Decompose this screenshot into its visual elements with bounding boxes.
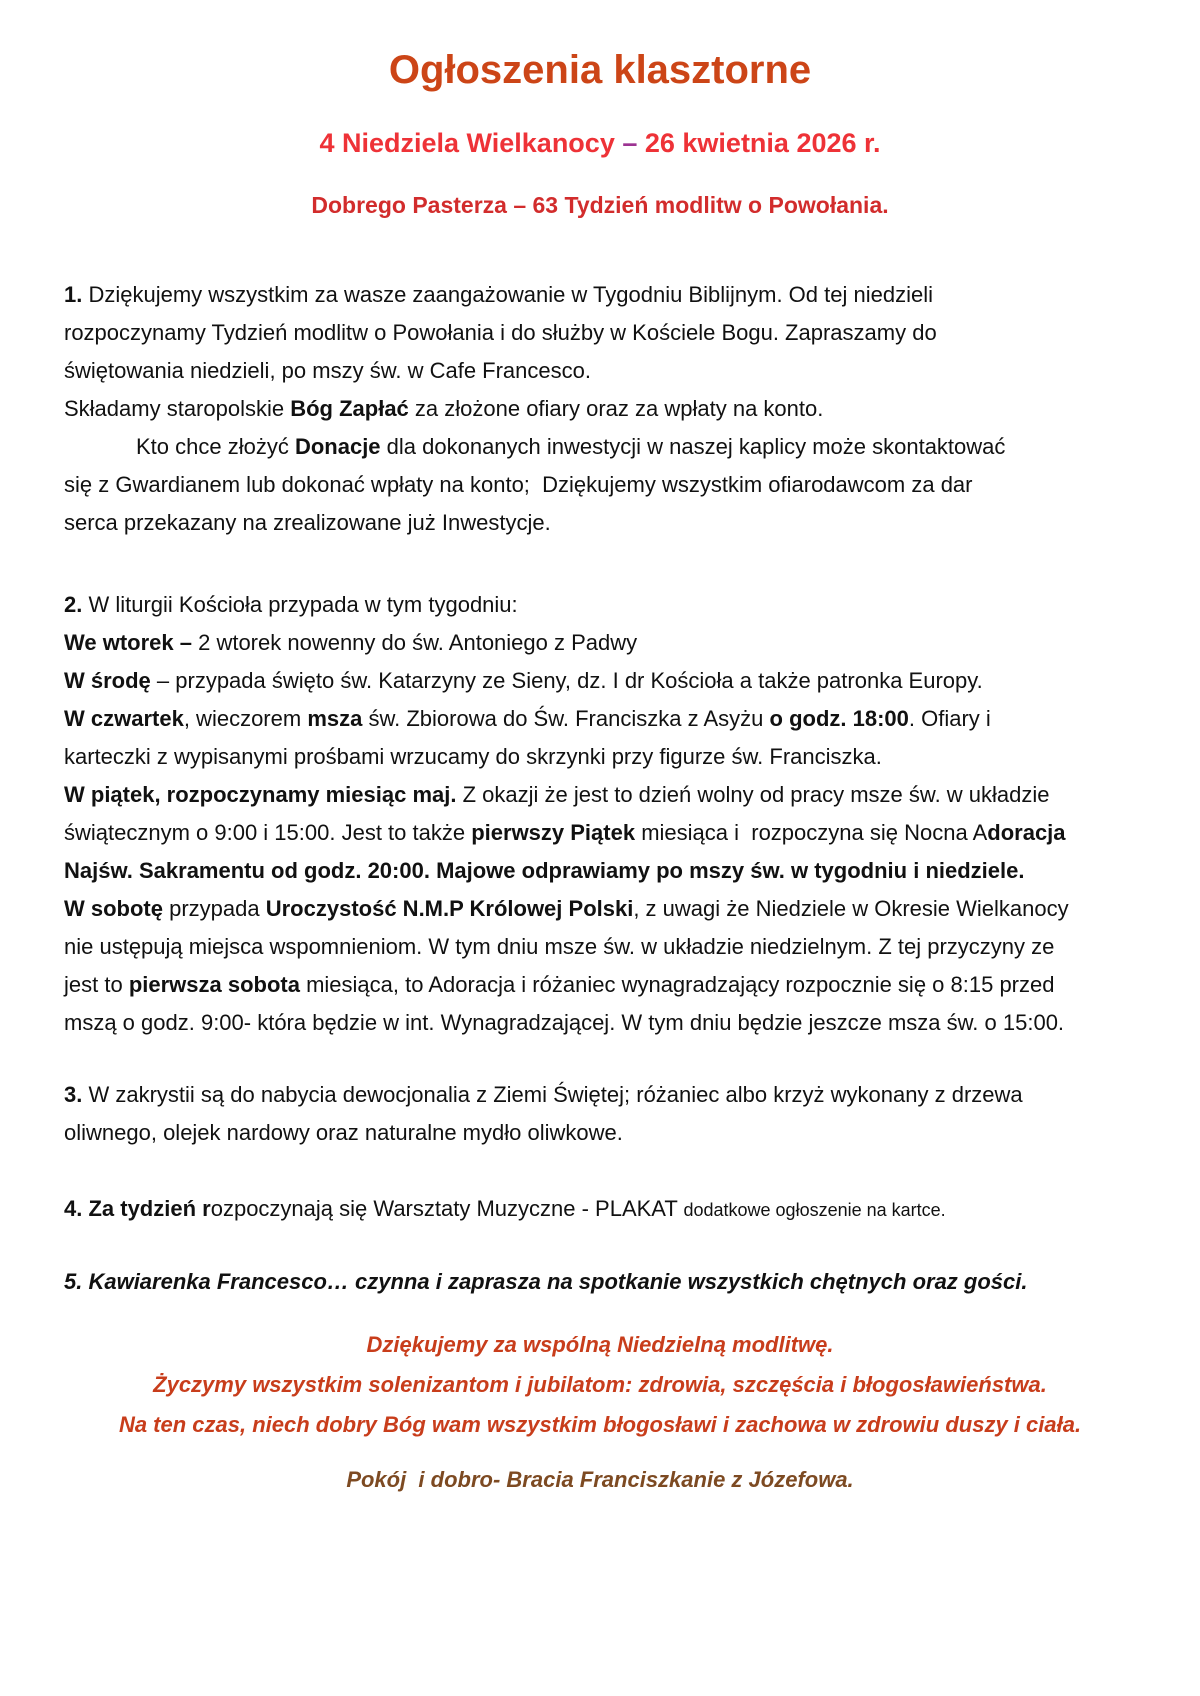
text-line (64, 662, 1136, 700)
text-run: W środę (64, 668, 157, 693)
text-run: Najśw. Sakramentu od godz. 20:00. Majowe odprawiamy po mszy św. w tygodniu i niedziele. (64, 858, 1025, 883)
text-line (64, 814, 1136, 852)
text-run: Uroczystość N.M.P Królowej Polski (265, 896, 634, 921)
text-run: się z Gwardianem lub dokonać wpłaty na konto; Dziękujemy wszystkim ofiarodawcom za dar (64, 472, 973, 497)
text-run: Składamy staropolskie (64, 396, 291, 421)
text-run: świątecznym o 9:00 i 15:00. Jest to także (64, 820, 472, 845)
text-line (64, 314, 1136, 352)
announcement-document (64, 46, 1136, 1499)
doc-title (64, 46, 1136, 94)
text-line (64, 1365, 1136, 1405)
text-run: miesiąca, to Adoracja i różaniec wynagradzający rozpocznie się o 8:15 przed (299, 972, 1055, 997)
text-line (64, 1190, 1136, 1229)
text-run: 2 wtorek nowenny do św. Antoniego z Padwy (198, 630, 638, 655)
text-run: – (622, 128, 638, 158)
text-run: pierwszy Piątek (471, 820, 636, 845)
text-run: ozpoczynają się Warsztaty Muzyczne - PLAKAT (210, 1196, 684, 1221)
text-line (64, 700, 1136, 738)
text-line (64, 390, 1136, 428)
text-line (64, 738, 1136, 776)
announcement-4 (64, 1190, 1136, 1229)
text-line (64, 624, 1136, 662)
text-run: doracja (987, 820, 1066, 845)
text-line (64, 504, 1136, 542)
announcement-1 (64, 276, 1136, 542)
text-run: dla dokonanych inwestycji w naszej kaplicy może skontaktować (380, 434, 1006, 459)
text-line (64, 966, 1136, 1004)
text-run: św. Zbiorowa do Św. Franciszka z Asyżu (362, 706, 770, 731)
signature (64, 1461, 1136, 1499)
text-line (64, 126, 1136, 160)
text-run: karteczki z wypisanymi prośbami wrzucamy do skrzynki przy figurze św. Franciszka. (64, 744, 882, 769)
text-run: W piątek, rozpoczynamy miesiąc maj. (64, 782, 457, 807)
text-line (64, 276, 1136, 314)
text-line (64, 190, 1136, 220)
text-run: Kto chce złożyć (136, 434, 295, 459)
text-run: za złożone ofiary oraz za wpłaty na konto. (408, 396, 824, 421)
text-run: Pokój i dobro- Bracia Franciszkanie z Józefowa. (346, 1467, 854, 1492)
text-run: 2. (64, 592, 83, 617)
text-run: W liturgii Kościoła przypada w tym tygodniu: (82, 592, 518, 617)
text-run: 1. (64, 282, 83, 307)
text-run: oliwnego, olejek nardowy oraz naturalne mydło oliwkowe. (64, 1120, 623, 1145)
text-run: Bóg Zapłać (290, 396, 409, 421)
announcement-3 (64, 1076, 1136, 1152)
text-line (64, 428, 1136, 466)
text-run: msza (307, 706, 363, 731)
text-run: rozpoczynamy Tydzień modlitw o Powołania i do służby w Kościele Bogu. Zapraszamy do (64, 320, 937, 345)
text-line (64, 1325, 1136, 1365)
closing-blessing (64, 1325, 1136, 1445)
text-run: Dobrego Pasterza – 63 Tydzień modlitw o Powołania. (311, 192, 889, 218)
text-run: W sobotę (64, 896, 163, 921)
text-line (64, 1405, 1136, 1445)
text-run: 4 Niedziela Wielkanocy (319, 128, 623, 158)
text-run: 4. Za tydzień r (64, 1196, 211, 1221)
announcement-5 (64, 1263, 1136, 1301)
text-run: mszą o godz. 9:00- która będzie w int. Wynagradzającej. W tym dniu będzie jeszcze msza św. o 15:00. (64, 1010, 1065, 1035)
text-run: świętowania niedzieli, po mszy św. w Cafe Francesco. (64, 358, 591, 383)
text-run: przypada (163, 896, 266, 921)
text-run: Życzymy wszystkim solenizantom i jubilatom: zdrowia, szczęścia i błogosławieństwa. (153, 1372, 1047, 1397)
text-run: , z uwagi że Niedziele w Okresie Wielkanocy (633, 896, 1069, 921)
text-run: W czwartek (64, 706, 184, 731)
text-run: o godz. 18:00 (769, 706, 909, 731)
doc-subtitle-date (64, 126, 1136, 160)
text-line (64, 586, 1136, 624)
text-run: 3. (64, 1082, 83, 1107)
text-run: jest to (64, 972, 129, 997)
text-run: nie ustępują miejsca wspomnieniom. W tym dniu msze św. w układzie niedzielnym. Z tej przyczyny ze (64, 934, 1055, 959)
text-run: Donacje (294, 434, 381, 459)
doc-subtitle-theme (64, 190, 1136, 220)
text-run: 5. Kawiarenka Francesco… czynna i zaprasza na spotkanie wszystkich chętnych oraz gości. (64, 1269, 1028, 1294)
text-run: Z okazji że jest to dzień wolny od pracy msze św. w układzie (456, 782, 1050, 807)
text-run: W zakrystii są do nabycia dewocjonalia z Ziemi Świętej; różaniec albo krzyż wykonany z drzewa (82, 1082, 1023, 1107)
text-line (64, 1461, 1136, 1499)
text-line (64, 928, 1136, 966)
text-run: dodatkowe ogłoszenie na kartce. (683, 1200, 946, 1220)
text-line (64, 466, 1136, 504)
text-line (64, 1263, 1136, 1301)
text-run: serca przekazany na zrealizowane już Inwestycje. (64, 510, 551, 535)
text-run: Ogłoszenia klasztorne (388, 48, 812, 92)
text-run: – przypada święto św. Katarzyny ze Sieny, dz. I dr Kościoła a także patronka Europy. (156, 668, 983, 693)
text-run: We wtorek – (64, 630, 199, 655)
text-run: Dziękujemy wszystkim za wasze zaangażowanie w Tygodniu Biblijnym. Od tej niedzieli (82, 282, 933, 307)
text-line (64, 1076, 1136, 1114)
text-run: , wieczorem (183, 706, 308, 731)
text-line (64, 352, 1136, 390)
text-line (64, 46, 1136, 94)
text-line (64, 852, 1136, 890)
text-line (64, 776, 1136, 814)
text-line (64, 1114, 1136, 1152)
text-run: Dziękujemy za wspólną Niedzielną modlitwę. (366, 1332, 834, 1357)
text-line (64, 890, 1136, 928)
text-run: . Ofiary i (908, 706, 991, 731)
text-run: Na ten czas, niech dobry Bóg wam wszystkim błogosławi i zachowa w zdrowiu duszy i ciała. (118, 1412, 1082, 1437)
announcement-2 (64, 586, 1136, 1042)
text-run: miesiąca i rozpoczyna się Nocna A (635, 820, 988, 845)
text-line (64, 1004, 1136, 1042)
text-run: 26 kwietnia 2026 r. (637, 128, 881, 158)
text-run: pierwsza sobota (128, 972, 300, 997)
